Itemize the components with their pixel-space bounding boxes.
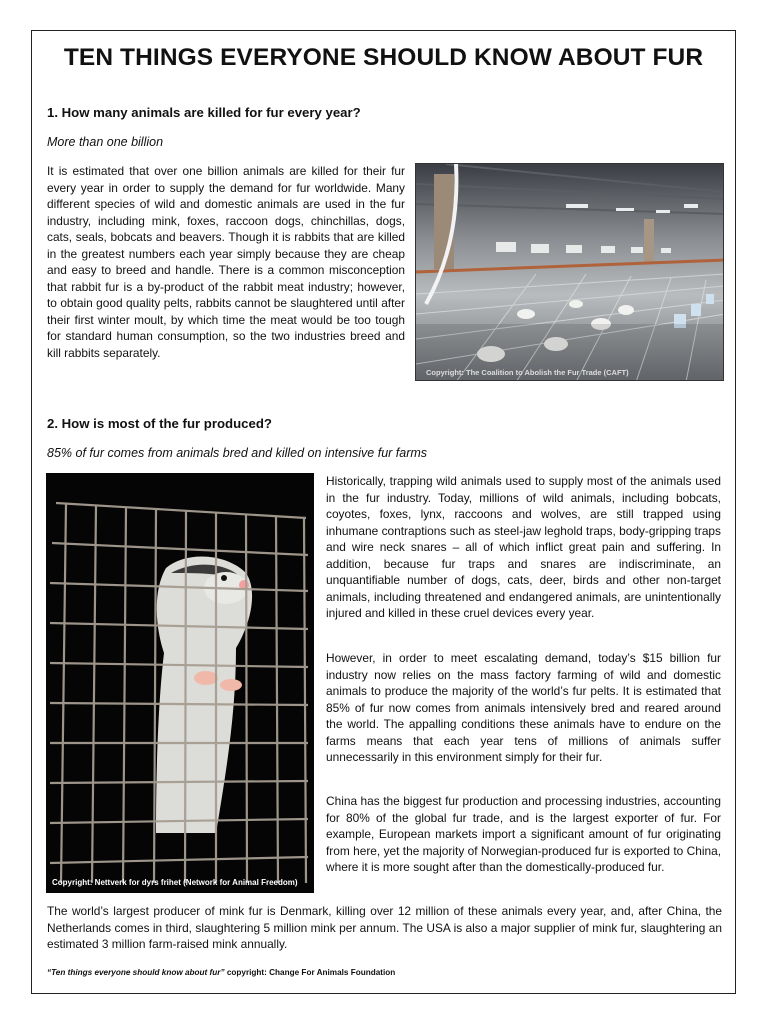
footer-credit — [47, 968, 395, 977]
section2-paragraph-4: The world’s largest producer of mink fur is Denmark, killing over 12 million of these animals every year, and, after China, the Netherlands comes in third, slaughtering 5 million mink per annum. The USA is also a major supplier of mink fur, slaughtering an estimated 3 million farm-raised mink annually. — [47, 904, 722, 951]
rabbit-farm-photo — [415, 163, 724, 381]
rabbit-photo-caption: Copyright: The Coalition to Abolish the Fur Trade (CAFT) — [426, 368, 629, 377]
section2-paragraph-2: However, in order to meet escalating demand, today’s $15 billion fur industry now relies on the mass factory farming of wild and domestic animals to produce the majority of the world’s fur pelts. It is estimated that 85% of fur now comes from animals intensively bred and reared around the world. The appalling conditions these animals have to endure on the farms means that each year tens of millions of animals suffer unnecessarily in this environment simply for their fur. — [326, 651, 721, 764]
section2-heading: 2. How is most of the fur produced? — [47, 416, 272, 431]
section1-subtitle: More than one billion — [47, 135, 164, 149]
page-title: TEN THINGS EVERYONE SHOULD KNOW ABOUT FUR — [63, 44, 704, 71]
mink-cage-photo — [46, 473, 314, 893]
section1-paragraph: It is estimated that over one billion animals are killed for their fur every year in order to supply the demand for fur worldwide. Many different species of wild and domestic animals are used in the fur industry, including mink, foxes, raccoon dogs, chinchillas, dogs, cats, seals, bobcats and beavers. Though it is rabbits that are killed in the greatest numbers each year simply because they are cheap and easy to breed and handle. There is a common misconception that rabbit fur is a by-product of the rabbit meat industry; however, to obtain good quality pelts, rabbits cannot be slaughtered until after their first winter moult, by which time the meat would be too tough for standard human consumption, so the two industries breed and kill rabbits separately. — [47, 164, 405, 360]
mink-photo-caption: Copyright: Nettverk for dyrs frihet (Network for Animal Freedom) — [52, 878, 298, 887]
section2-paragraph-3: China has the biggest fur production and processing industries, accounting for 80% of the global fur trade, and is the largest exporter of fur. For example, European markets import a significant amount of fur originating from here, yet the majority of Norwegian-produced fur is exported to China, where it is more sought after than the domestically-produced fur. — [326, 794, 721, 874]
section2-paragraph-1: Historically, trapping wild animals used to supply most of the animals used in the fur industry. Today, millions of wild animals, including bobcats, coyotes, foxes, lynx, raccoons and wolves, are still trapped using inhumane contraptions such as steel-jaw leghold traps, body-gripping traps and wire neck snares – all of which inflict great pain and suffering. In addition, because fur traps and snares are indiscriminate, an unquantifiable number of dogs, cats, deer, birds and other non-target animals, including threatened and endangered animals, are unintentionally injured and killed in these cruel devices every year. — [326, 474, 721, 620]
footer-copyright: copyright: Change For Animals Foundation — [224, 968, 396, 977]
footer-quote: “Ten things everyone should know about fur” — [47, 968, 225, 977]
section1-heading: 1. How many animals are killed for fur every year? — [47, 105, 361, 120]
section2-subtitle: 85% of fur comes from animals bred and killed on intensive fur farms — [47, 446, 428, 460]
